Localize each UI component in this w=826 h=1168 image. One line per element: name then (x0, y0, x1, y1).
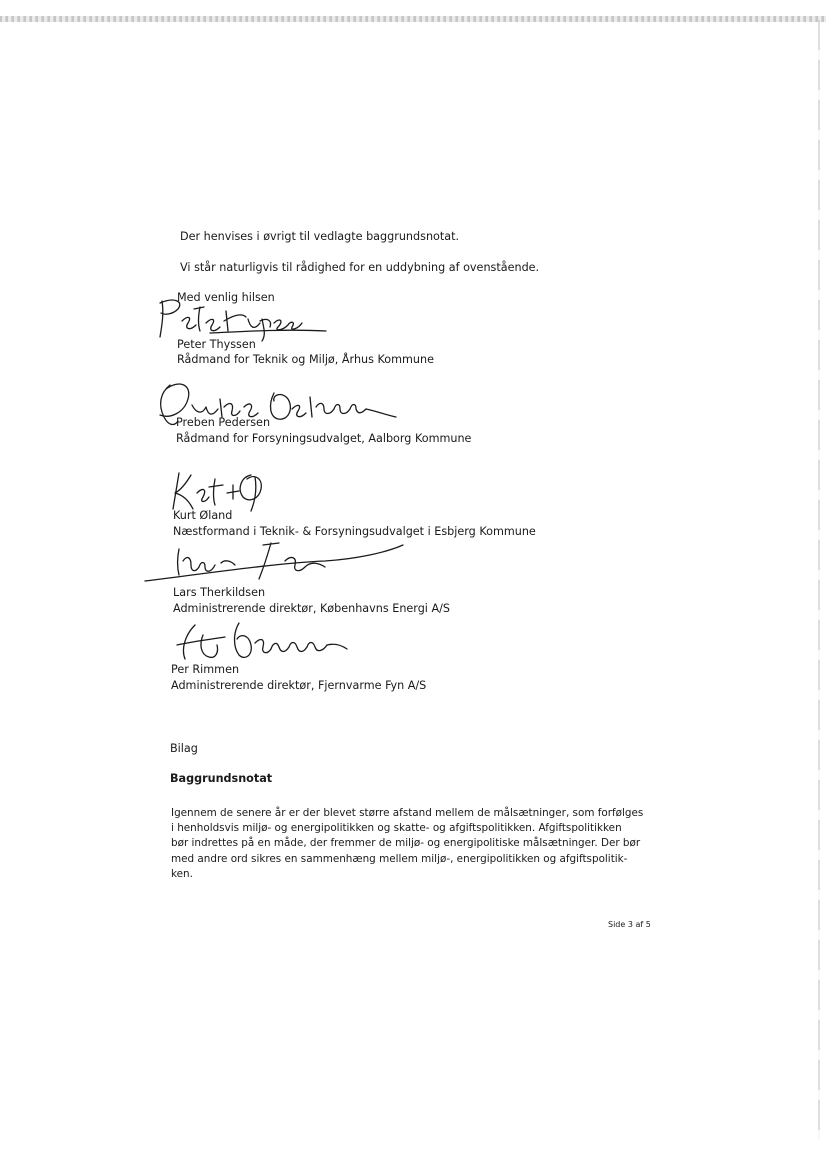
scan-edge-top (0, 16, 826, 22)
signatory-name: Preben Pedersen (176, 416, 271, 429)
signatory-title: Administrerende direktør, Københavns Energi A/S (173, 602, 450, 615)
reference-line: Der henvises i øvrigt til vedlagte baggrundsnotat. (180, 230, 460, 243)
body-line: med andre ord sikres en sammenhæng mellem miljø-, energipolitikken og afgiftspolitik- (171, 852, 628, 865)
signatory-title: Administrerende direktør, Fjernvarme Fyn A/S (171, 679, 427, 692)
signature-per-rimmen (155, 615, 365, 670)
body-line: bør indrettes på en måde, der fremmer de miljø- og energipolitiske målsætninger. Der bør (171, 837, 641, 850)
signatory-name: Lars Therkildsen (173, 586, 266, 599)
page-number: Side 3 af 5 (608, 920, 651, 929)
attachment-label: Bilag (170, 742, 198, 755)
signatory-name: Kurt Øland (173, 509, 233, 522)
signatory-title: Rådmand for Forsyningsudvalget, Aalborg Kommune (176, 432, 472, 445)
signatory-name: Peter Thyssen (177, 338, 256, 351)
signature-kurt-oland (165, 465, 275, 515)
scan-edge-right (818, 20, 820, 1140)
signatory-title: Rådmand for Teknik og Miljø, Århus Kommune (177, 353, 434, 366)
signatory-title: Næstformand i Teknik- & Forsyningsudvalget i Esbjerg Kommune (173, 525, 536, 538)
closing-line: Med venlig hilsen (177, 291, 275, 304)
attachment-heading: Baggrundsnotat (170, 772, 273, 785)
attachment-body (171, 806, 651, 882)
body-line: ken. (171, 867, 193, 880)
body-line: i henholdsvis miljø- og energipolitikken og skatte- og afgiftspolitikken. Afgiftspolitikken (171, 822, 622, 835)
availability-line: Vi står naturligvis til rådighed for en uddybning af ovenstående. (180, 261, 540, 274)
signatory-name: Per Rimmen (171, 663, 240, 676)
signature-lars-therkildsen (135, 535, 415, 590)
body-line: Igennem de senere år er der blevet større afstand mellem de målsætninger, som forfølges (171, 807, 644, 819)
